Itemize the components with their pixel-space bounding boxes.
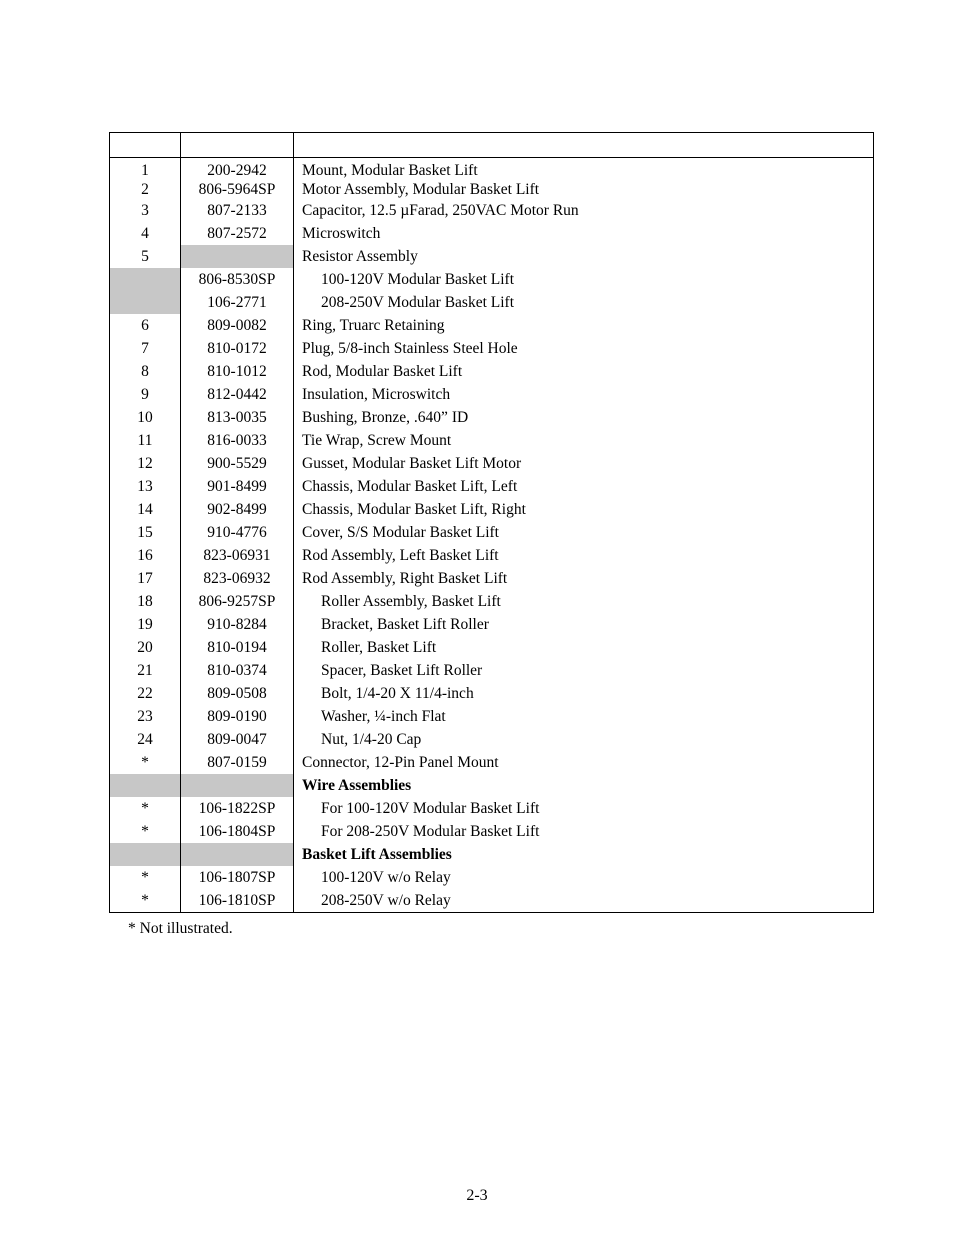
- part-number: [181, 774, 294, 797]
- part-description: 208-250V w/o Relay: [294, 889, 874, 913]
- item-number: 15: [137, 524, 153, 541]
- part-number: 806-9257SP: [181, 590, 294, 613]
- table-row: [110, 797, 874, 820]
- item-number: [110, 843, 181, 866]
- parts-body: [110, 158, 874, 913]
- part-number: 823-06932: [181, 567, 294, 590]
- part-number: 807-2133: [181, 199, 294, 222]
- table-row: [110, 199, 874, 222]
- item-number: 10: [137, 409, 153, 426]
- item-number: *: [141, 754, 149, 771]
- part-number: 106-1804SP: [181, 820, 294, 843]
- part-number: 809-0190: [181, 705, 294, 728]
- part-description: Roller Assembly, Basket Lift: [294, 590, 874, 613]
- item-number: 3: [141, 202, 149, 219]
- part-description: Gusset, Modular Basket Lift Motor: [294, 452, 874, 475]
- part-description: Connector, 12-Pin Panel Mount: [294, 751, 874, 774]
- item-number: 7: [141, 340, 149, 357]
- part-description: Bracket, Basket Lift Roller: [294, 613, 874, 636]
- table-row: [110, 613, 874, 636]
- part-number: 812-0442: [181, 383, 294, 406]
- part-number: 106-1810SP: [181, 889, 294, 913]
- table-row: [110, 291, 874, 314]
- part-description: Nut, 1/4-20 Cap: [294, 728, 874, 751]
- item-number: 6: [141, 317, 149, 334]
- page-number: 2-3: [466, 1187, 488, 1204]
- item-number: 23: [137, 708, 153, 725]
- part-number: 106-1822SP: [181, 797, 294, 820]
- item-number: 2: [141, 181, 149, 198]
- item-number: 9: [141, 386, 149, 403]
- part-description: Rod Assembly, Right Basket Lift: [294, 567, 874, 590]
- part-number: 806-5964SP: [181, 180, 294, 199]
- part-description: Resistor Assembly: [294, 245, 874, 268]
- item-number: *: [141, 800, 149, 817]
- part-number: 809-0082: [181, 314, 294, 337]
- table-row: [110, 705, 874, 728]
- table-row: [110, 567, 874, 590]
- item-number: 21: [137, 662, 153, 679]
- part-number: 806-8530SP: [181, 268, 294, 291]
- table-row: [110, 498, 874, 521]
- item-number: 17: [137, 570, 153, 587]
- table-row: [110, 360, 874, 383]
- item-number: *: [141, 823, 149, 840]
- part-number: 809-0047: [181, 728, 294, 751]
- table-row: [110, 774, 874, 797]
- part-number: 807-0159: [181, 751, 294, 774]
- part-description: Chassis, Modular Basket Lift, Right: [294, 498, 874, 521]
- part-description: Plug, 5/8-inch Stainless Steel Hole: [294, 337, 874, 360]
- part-description: Motor Assembly, Modular Basket Lift: [294, 180, 874, 199]
- part-number: 823-06931: [181, 544, 294, 567]
- part-description: Ring, Truarc Retaining: [294, 314, 874, 337]
- part-number: [181, 245, 294, 268]
- table-row: [110, 889, 874, 913]
- part-description: Capacitor, 12.5 µFarad, 250VAC Motor Run: [294, 199, 874, 222]
- part-description: Washer, ¼-inch Flat: [294, 705, 874, 728]
- table-row: [110, 544, 874, 567]
- part-number: 901-8499: [181, 475, 294, 498]
- item-number: 22: [137, 685, 153, 702]
- table-row: [110, 337, 874, 360]
- header-row: [110, 133, 874, 158]
- part-number: 810-0374: [181, 659, 294, 682]
- part-description: Insulation, Microswitch: [294, 383, 874, 406]
- table-row: [110, 222, 874, 245]
- part-description: Tie Wrap, Screw Mount: [294, 429, 874, 452]
- part-description: For 100-120V Modular Basket Lift: [294, 797, 874, 820]
- item-number: 5: [141, 248, 149, 265]
- part-number: 902-8499: [181, 498, 294, 521]
- part-number: 807-2572: [181, 222, 294, 245]
- part-number: 810-0194: [181, 636, 294, 659]
- part-description: Rod, Modular Basket Lift: [294, 360, 874, 383]
- item-number: 18: [137, 593, 153, 610]
- table-row: [110, 866, 874, 889]
- part-number: 910-4776: [181, 521, 294, 544]
- table-row: [110, 268, 874, 291]
- parts-table: [109, 132, 874, 913]
- item-number: 24: [137, 731, 153, 748]
- part-description: Bolt, 1/4-20 X 11/4-inch: [294, 682, 874, 705]
- section-heading: Basket Lift Assemblies: [294, 843, 874, 866]
- item-number: 19: [137, 616, 153, 633]
- item-number: *: [141, 892, 149, 909]
- item-number: 13: [137, 478, 153, 495]
- part-number: 106-2771: [181, 291, 294, 314]
- table-row: [110, 180, 874, 199]
- part-description: Rod Assembly, Left Basket Lift: [294, 544, 874, 567]
- part-description: 100-120V w/o Relay: [294, 866, 874, 889]
- part-description: Spacer, Basket Lift Roller: [294, 659, 874, 682]
- part-description: Microswitch: [294, 222, 874, 245]
- part-description: Roller, Basket Lift: [294, 636, 874, 659]
- table-row: [110, 429, 874, 452]
- part-description: Cover, S/S Modular Basket Lift: [294, 521, 874, 544]
- item-number: 11: [137, 432, 153, 449]
- table-row: [110, 521, 874, 544]
- item-number: 12: [137, 455, 153, 472]
- header-description: [294, 133, 874, 158]
- part-description: 208-250V Modular Basket Lift: [294, 291, 874, 314]
- part-description: Mount, Modular Basket Lift: [294, 158, 874, 181]
- header-item: [110, 133, 181, 158]
- part-number: 810-1012: [181, 360, 294, 383]
- item-number: [110, 774, 181, 797]
- item-number: [110, 291, 181, 314]
- header-part: [181, 133, 294, 158]
- item-number: *: [141, 869, 149, 886]
- table-row: [110, 843, 874, 866]
- table-row: [110, 636, 874, 659]
- section-heading: Wire Assemblies: [294, 774, 874, 797]
- table-row: [110, 820, 874, 843]
- table-row: [110, 659, 874, 682]
- part-number: 900-5529: [181, 452, 294, 475]
- table-row: [110, 158, 874, 181]
- part-number: 816-0033: [181, 429, 294, 452]
- part-number: 200-2942: [181, 158, 294, 181]
- item-number: 1: [141, 162, 149, 179]
- part-number: [181, 843, 294, 866]
- part-description: Bushing, Bronze, .640” ID: [294, 406, 874, 429]
- item-number: 8: [141, 363, 149, 380]
- table-row: [110, 728, 874, 751]
- table-row: [110, 314, 874, 337]
- item-number: 14: [137, 501, 153, 518]
- part-description: For 208-250V Modular Basket Lift: [294, 820, 874, 843]
- part-number: 809-0508: [181, 682, 294, 705]
- table-row: [110, 751, 874, 774]
- part-number: 813-0035: [181, 406, 294, 429]
- footnote: * Not illustrated.: [128, 920, 233, 937]
- table-row: [110, 245, 874, 268]
- table-row: [110, 590, 874, 613]
- part-description: 100-120V Modular Basket Lift: [294, 268, 874, 291]
- table-row: [110, 406, 874, 429]
- part-number: 910-8284: [181, 613, 294, 636]
- item-number: 20: [137, 639, 153, 656]
- table-row: [110, 475, 874, 498]
- table-row: [110, 452, 874, 475]
- item-number: 4: [141, 225, 149, 242]
- item-number: 16: [137, 547, 153, 564]
- part-description: Chassis, Modular Basket Lift, Left: [294, 475, 874, 498]
- table-row: [110, 682, 874, 705]
- table-row: [110, 383, 874, 406]
- part-number: 810-0172: [181, 337, 294, 360]
- item-number: [110, 268, 181, 291]
- part-number: 106-1807SP: [181, 866, 294, 889]
